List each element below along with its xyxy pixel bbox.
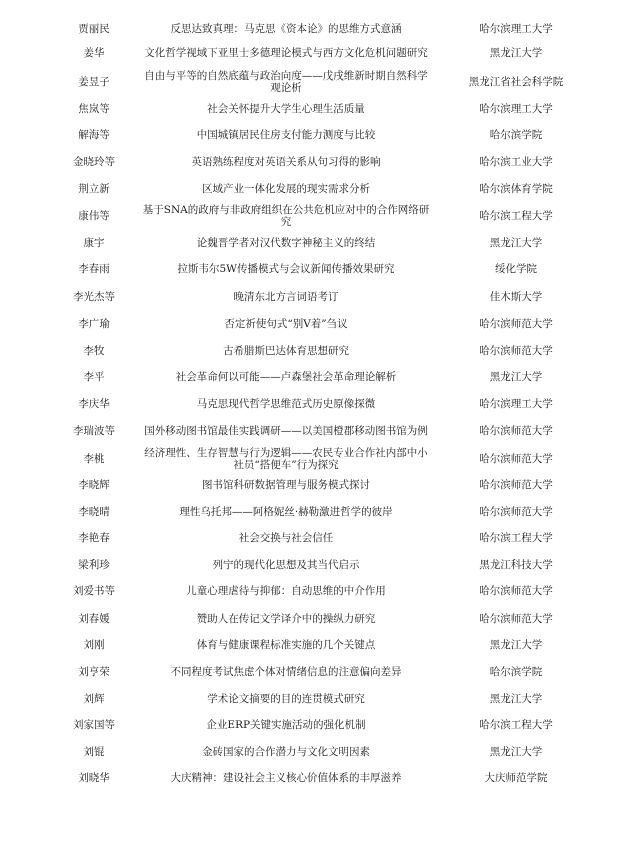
list-item xyxy=(0,122,623,148)
list-item xyxy=(0,40,623,66)
institution: 绥化学院 xyxy=(495,263,537,275)
work-title: 反思达致真理：马克思《资本论》的思维方式意涵 xyxy=(170,23,402,35)
author-name: 李晓晴 xyxy=(78,506,110,518)
institution: 黑龙江大学 xyxy=(489,746,543,758)
work-title: 儿童心理虐待与抑郁：自动思维的中介作用 xyxy=(186,585,386,597)
author-name: 刘春媛 xyxy=(78,613,110,625)
author-name: 李牧 xyxy=(83,345,105,357)
list-item xyxy=(0,364,623,390)
author-name: 金晓玲等 xyxy=(73,156,115,168)
work-title: 金砖国家的合作潜力与文化文明因素 xyxy=(202,746,370,758)
work-title: 大庆精神：建设社会主义核心价值体系的丰厚滋养 xyxy=(170,772,402,784)
institution: 哈尔滨师范大学 xyxy=(479,506,553,518)
institution: 黑龙江省社会科学院 xyxy=(468,76,564,88)
list-item xyxy=(0,686,623,712)
institution: 哈尔滨学院 xyxy=(489,666,543,678)
author-name: 康宇 xyxy=(83,237,105,249)
list-item xyxy=(0,712,623,738)
work-title: 学术论文摘要的目的连贯模式研究 xyxy=(207,693,365,705)
author-name: 刘锟 xyxy=(83,746,105,758)
institution: 哈尔滨工业大学 xyxy=(479,156,553,168)
institution: 黑龙江大学 xyxy=(489,693,543,705)
institution: 佳木斯大学 xyxy=(489,291,543,303)
institution: 哈尔滨师范大学 xyxy=(479,585,553,597)
list-item xyxy=(0,391,623,417)
work-title: 体育与健康课程标准实施的几个关键点 xyxy=(196,639,376,651)
list-item xyxy=(0,446,623,472)
institution: 黑龙江大学 xyxy=(489,371,543,383)
list-item xyxy=(0,96,623,122)
author-name: 李平 xyxy=(83,371,105,383)
list-item xyxy=(0,149,623,175)
author-name: 李广瑜 xyxy=(78,318,110,330)
work-title: 英语熟练程度对英语关系从句习得的影响 xyxy=(191,156,381,168)
institution: 哈尔滨工程大学 xyxy=(479,532,553,544)
author-name: 李庆华 xyxy=(78,398,110,410)
work-title: 不同程度考试焦虑个体对情绪信息的注意偏向差异 xyxy=(170,666,402,678)
work-title: 论魏晋学者对汉代数字神秘主义的终结 xyxy=(196,237,376,249)
author-name: 李桃 xyxy=(83,453,105,465)
work-title: 区域产业一体化发展的现实需求分析 xyxy=(202,183,370,195)
author-name: 刘亨荣 xyxy=(78,666,110,678)
institution: 哈尔滨师范大学 xyxy=(479,345,553,357)
work-title: 马克思现代哲学思维范式历史原像探微 xyxy=(196,398,376,410)
list-item xyxy=(0,765,623,791)
author-name: 刘晓华 xyxy=(78,772,110,784)
list-item xyxy=(0,525,623,551)
author-name: 李晓辉 xyxy=(78,479,110,491)
institution: 哈尔滨师范大学 xyxy=(479,479,553,491)
work-title: 国外移动图书馆最佳实践调研——以美国橙郡移动图书馆为例 xyxy=(144,425,428,437)
work-title: 基于SNA的政府与非政府组织在公共危机应对中的合作网络研究 xyxy=(142,204,430,228)
work-title: 拉斯韦尔5W传播模式与会议新闻传播效果研究 xyxy=(177,263,395,275)
list-item xyxy=(0,739,623,765)
work-title: 社会革命何以可能——卢森堡社会革命理论解析 xyxy=(175,371,397,383)
institution: 哈尔滨师范大学 xyxy=(479,453,553,465)
author-name: 焦岚等 xyxy=(78,103,110,115)
list-item xyxy=(0,578,623,604)
institution: 黑龙江大学 xyxy=(489,47,543,59)
work-title: 赞助人在传记文学译介中的操纵力研究 xyxy=(196,613,376,625)
list-item xyxy=(0,176,623,202)
institution: 哈尔滨师范大学 xyxy=(479,613,553,625)
list-item xyxy=(0,203,623,229)
author-name: 解海等 xyxy=(78,129,110,141)
work-title: 社会关怀提升大学生心理生活质量 xyxy=(207,103,365,115)
list-item xyxy=(0,659,623,685)
author-name: 姜昱子 xyxy=(78,76,110,88)
institution: 黑龙江科技大学 xyxy=(479,559,553,571)
list-item xyxy=(0,311,623,337)
work-title: 自由与平等的自然底蕴与政治向度——戊戌维新时期自然科学观论析 xyxy=(144,70,428,94)
work-title: 社会交换与社会信任 xyxy=(238,532,334,544)
author-name: 贾丽民 xyxy=(78,23,110,35)
list-item xyxy=(0,418,623,444)
author-name: 李光杰等 xyxy=(73,291,115,303)
list-item xyxy=(0,16,623,42)
institution: 哈尔滨理工大学 xyxy=(479,23,553,35)
institution: 黑龙江大学 xyxy=(489,639,543,651)
work-title: 古希腊斯巴达体育思想研究 xyxy=(223,345,349,357)
list-item xyxy=(0,499,623,525)
list-item xyxy=(0,632,623,658)
institution: 哈尔滨理工大学 xyxy=(479,103,553,115)
author-name: 李艳春 xyxy=(78,532,110,544)
work-title: 中国城镇居民住房支付能力测度与比较 xyxy=(196,129,376,141)
work-title: 晚清东北方言词语考订 xyxy=(233,291,339,303)
author-name: 荆立新 xyxy=(78,183,110,195)
work-title: 企业ERP关键实施活动的强化机制 xyxy=(206,719,366,731)
list-item xyxy=(0,284,623,310)
author-name: 康伟等 xyxy=(78,210,110,222)
author-name: 李瑞波等 xyxy=(73,425,115,437)
institution: 黑龙江大学 xyxy=(489,237,543,249)
author-name: 姜华 xyxy=(83,47,105,59)
list-item xyxy=(0,472,623,498)
list-item xyxy=(0,338,623,364)
institution: 哈尔滨师范大学 xyxy=(479,318,553,330)
list-item xyxy=(0,606,623,632)
author-name: 刘刚 xyxy=(83,639,105,651)
institution: 哈尔滨师范大学 xyxy=(479,425,553,437)
list-item xyxy=(0,69,623,95)
institution: 大庆师范学院 xyxy=(484,772,548,784)
list-item xyxy=(0,552,623,578)
author-name: 李春雨 xyxy=(78,263,110,275)
work-title: 图书馆科研数据管理与服务模式探讨 xyxy=(202,479,370,491)
work-title: 理性乌托邦——阿格妮丝·赫勒激进哲学的彼岸 xyxy=(179,506,393,518)
work-title: 经济理性、生存智慧与行为逻辑——农民专业合作社内部中小社员“搭便车”行为探究 xyxy=(144,447,428,471)
institution: 哈尔滨体育学院 xyxy=(479,183,553,195)
institution: 哈尔滨工程大学 xyxy=(479,719,553,731)
work-title: 列宁的现代化思想及其当代启示 xyxy=(212,559,360,571)
author-name: 刘爱书等 xyxy=(73,585,115,597)
institution: 哈尔滨工程大学 xyxy=(479,210,553,222)
author-name: 梁利珍 xyxy=(78,559,110,571)
list-item xyxy=(0,230,623,256)
work-title: 文化哲学视域下亚里士多德理论模式与西方文化危机问题研究 xyxy=(144,47,428,59)
author-name: 刘辉 xyxy=(83,693,105,705)
institution: 哈尔滨理工大学 xyxy=(479,398,553,410)
list-item xyxy=(0,256,623,282)
author-name: 刘家国等 xyxy=(73,719,115,731)
work-title: 否定祈使句式“别V着”刍议 xyxy=(224,318,348,330)
institution: 哈尔滨学院 xyxy=(489,129,543,141)
